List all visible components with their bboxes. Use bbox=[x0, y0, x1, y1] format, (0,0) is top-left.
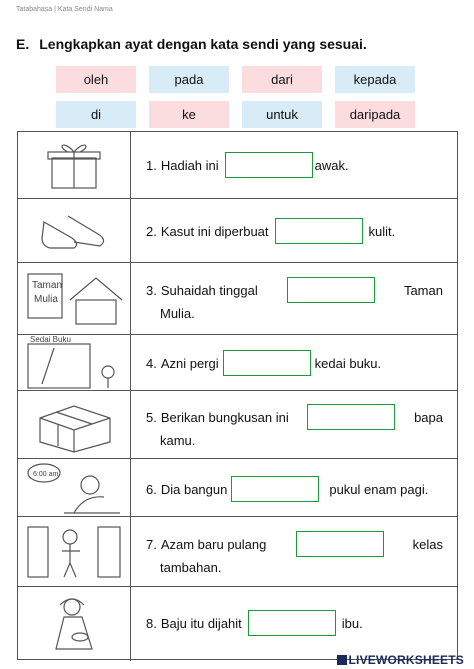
question-text: tambahan. bbox=[160, 560, 222, 575]
question-text: kamu. bbox=[160, 433, 196, 448]
image-label: 6:00 am bbox=[33, 470, 59, 478]
answer-box-2[interactable] bbox=[275, 218, 363, 244]
answer-box-4[interactable] bbox=[223, 350, 311, 376]
house-icon bbox=[18, 263, 131, 334]
boy-returning-icon bbox=[18, 517, 131, 586]
answer-box-3[interactable] bbox=[287, 277, 375, 303]
question-3 bbox=[146, 277, 443, 324]
question-1 bbox=[146, 152, 443, 178]
word-ke[interactable]: ke bbox=[149, 101, 229, 128]
question-row-4 bbox=[18, 334, 457, 390]
liveworksheets-logo bbox=[337, 653, 464, 667]
word-di[interactable]: di bbox=[56, 101, 136, 128]
question-row-6 bbox=[18, 458, 457, 516]
question-table bbox=[17, 131, 458, 660]
question-text: Kasut ini diperbuat bbox=[160, 223, 269, 239]
question-row-3 bbox=[18, 262, 457, 334]
image-label: Taman bbox=[32, 279, 63, 291]
question-number: 3. bbox=[146, 282, 157, 298]
answer-box-7[interactable] bbox=[296, 531, 384, 557]
question-text: ibu. bbox=[341, 615, 363, 631]
question-2 bbox=[146, 218, 443, 244]
page-header: Tatabahasa | Kata Sendi Nama bbox=[16, 6, 113, 13]
question-text: Suhaidah tinggal bbox=[160, 282, 258, 298]
question-text: kedai buku. bbox=[314, 355, 382, 371]
image-label: Mulia bbox=[34, 293, 58, 305]
question-number: 2. bbox=[146, 223, 157, 239]
gift-icon bbox=[18, 132, 131, 198]
answer-box-5[interactable] bbox=[307, 404, 395, 430]
answer-box-1[interactable] bbox=[225, 152, 313, 178]
question-text: Azni pergi bbox=[160, 355, 219, 371]
exercise-letter: E. bbox=[16, 36, 30, 52]
bookshop-icon bbox=[18, 335, 131, 390]
question-text: Azam baru pulang bbox=[160, 536, 267, 552]
question-6 bbox=[146, 476, 443, 502]
question-text: kulit. bbox=[368, 223, 396, 239]
question-text: pukul enam pagi. bbox=[329, 481, 429, 497]
waking-up-icon bbox=[18, 459, 131, 516]
question-7 bbox=[146, 531, 443, 578]
question-4 bbox=[146, 350, 443, 376]
question-text: Baju itu dijahit bbox=[160, 615, 242, 631]
question-number: 1. bbox=[146, 157, 157, 173]
exercise-title bbox=[16, 36, 367, 52]
word-daripada[interactable]: daripada bbox=[335, 101, 415, 128]
question-text: awak. bbox=[314, 157, 349, 173]
question-text: Berikan bungkusan ini bbox=[160, 409, 289, 425]
question-text: Hadiah ini bbox=[160, 157, 219, 173]
question-row-7 bbox=[18, 516, 457, 586]
image-label: Sedai Buku bbox=[30, 334, 71, 344]
question-5 bbox=[146, 404, 443, 451]
word-dari[interactable]: dari bbox=[242, 66, 322, 93]
parcel-icon bbox=[18, 391, 131, 458]
question-row-2 bbox=[18, 198, 457, 262]
question-text: Dia bangun bbox=[160, 481, 228, 497]
question-number: 5. bbox=[146, 409, 157, 425]
word-bank bbox=[56, 66, 418, 128]
shoes-icon bbox=[18, 199, 131, 262]
question-8 bbox=[146, 610, 443, 636]
question-number: 7. bbox=[146, 536, 157, 552]
exercise-instruction: Lengkapkan ayat dengan kata sendi yang sesuai. bbox=[39, 36, 367, 52]
question-text: kelas bbox=[412, 536, 443, 552]
question-row-8 bbox=[18, 586, 457, 661]
answer-box-6[interactable] bbox=[231, 476, 319, 502]
question-number: 6. bbox=[146, 481, 157, 497]
word-pada[interactable]: pada bbox=[149, 66, 229, 93]
question-number: 8. bbox=[146, 615, 157, 631]
question-row-1 bbox=[18, 132, 457, 198]
mother-sewing-icon bbox=[18, 587, 131, 661]
question-row-5 bbox=[18, 390, 457, 458]
answer-box-8[interactable] bbox=[248, 610, 336, 636]
word-untuk[interactable]: untuk bbox=[242, 101, 322, 128]
word-kepada[interactable]: kepada bbox=[335, 66, 415, 93]
question-text: Mulia. bbox=[160, 306, 195, 321]
question-number: 4. bbox=[146, 355, 157, 371]
question-text: bapa bbox=[414, 409, 443, 425]
word-oleh[interactable]: oleh bbox=[56, 66, 136, 93]
question-text: Taman bbox=[403, 282, 443, 298]
logo-text: LIVEWORKSHEETS bbox=[348, 653, 464, 667]
liveworksheets-icon bbox=[337, 655, 347, 665]
